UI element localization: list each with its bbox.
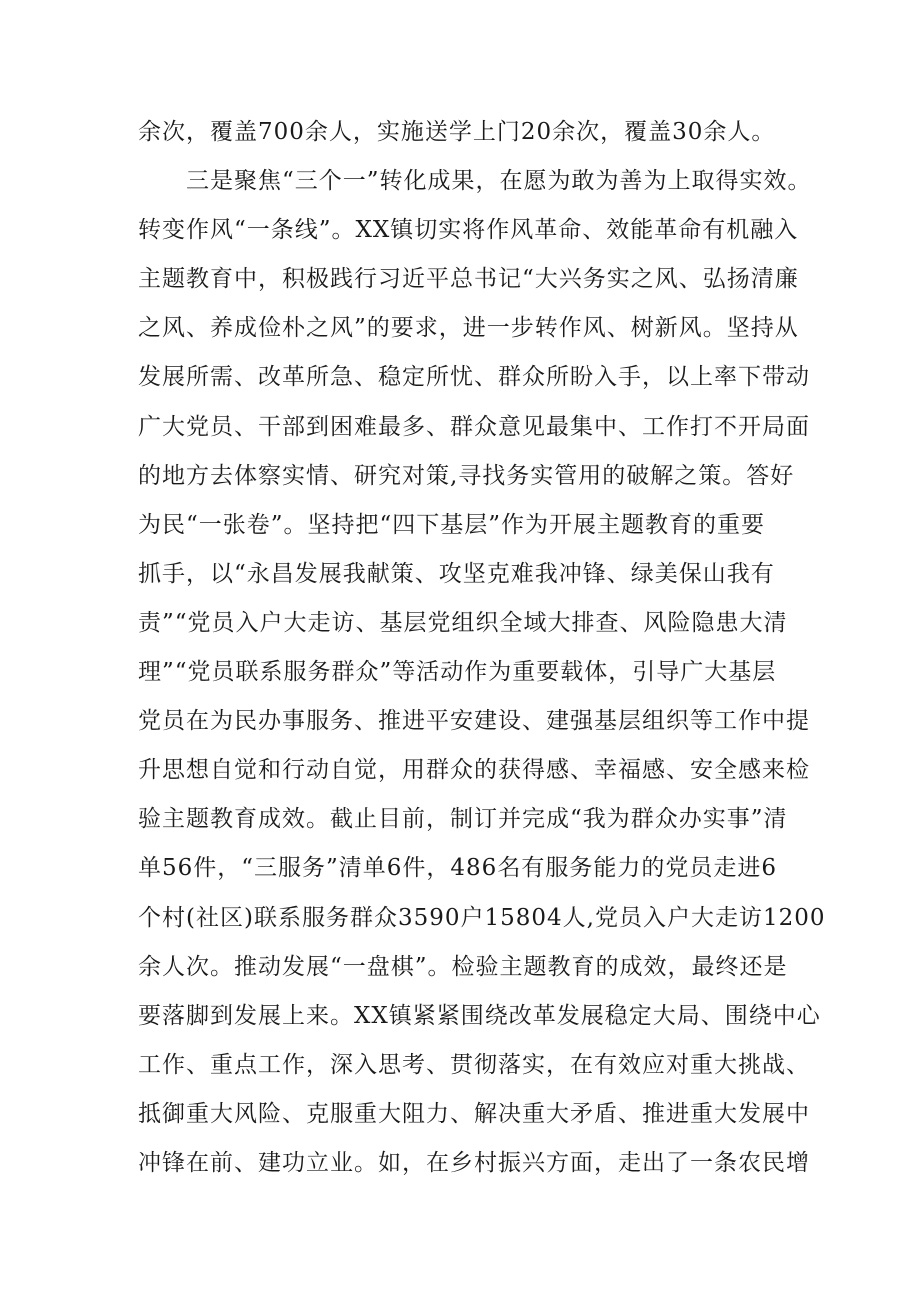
text-line: 党员在为民办事服务、推进平安建设、建强基层组织等工作中提 bbox=[138, 708, 810, 735]
text-line: 发展所需、改革所急、稳定所忧、群众所盼入手，以上率下带动 bbox=[138, 364, 810, 391]
text-line: 责”“党员入户大走访、基层党组织全域大排查、风险隐患大清 bbox=[138, 609, 788, 636]
text-line: 个村(社区)联系服务群众3590户15804人,党员入户大走访1200 bbox=[138, 904, 826, 931]
text-line: 理”“党员联系服务群众”等活动作为重要载体，引导广大基层 bbox=[138, 659, 777, 686]
text-line: 主题教育中，积极践行习近平总书记“大兴务实之风、弘扬清廉 bbox=[138, 266, 799, 293]
text-line: 工作、重点工作，深入思考、贯彻落实，在有效应对重大挑战、 bbox=[138, 1051, 810, 1078]
text-line: 余人次。推动发展“一盘棋”。检验主题教育的成效，最终还是 bbox=[138, 953, 788, 980]
text-line: 单56件，“三服务”清单6件，486名有服务能力的党员走进6 bbox=[138, 855, 777, 882]
text-line: 为民“一张卷”。坚持把“四下基层”作为开展主题教育的重要 bbox=[138, 511, 766, 538]
text-line: 抓手，以“永昌发展我献策、攻坚克难我冲锋、绿美保山我有 bbox=[138, 560, 775, 587]
text-line: 验主题教育成效。截止目前，制订并完成“我为群众办实事”清 bbox=[138, 806, 788, 833]
text-line: 转变作风“一条线”。XX镇切实将作风革命、效能革命有机融入 bbox=[138, 217, 799, 244]
text-line: 要落脚到发展上来。XX镇紧紧围绕改革发展稳定大局、围绕中心 bbox=[138, 1002, 821, 1029]
text-line: 升思想自觉和行动自觉，用群众的获得感、幸福感、安全感来检 bbox=[138, 757, 810, 784]
text-line: 之风、养成俭朴之风”的要求，进一步转作风、树新风。坚持从 bbox=[138, 315, 799, 342]
text-line: 广大党员、干部到困难最多、群众意见最集中、工作打不开局面 bbox=[138, 413, 810, 440]
paragraph-start-line: 三是聚焦“三个一”转化成果，在愿为敢为善为上取得实效。 bbox=[186, 168, 812, 195]
text-line: 余次，覆盖700余人，实施送学上门20余次，覆盖30余人。 bbox=[138, 119, 776, 145]
text-line: 冲锋在前、建功立业。如，在乡村振兴方面，走出了一条农民增 bbox=[138, 1149, 810, 1176]
text-line: 的地方去体察实情、研究对策,寻找务实管用的破解之策。答好 bbox=[138, 462, 795, 489]
body-text bbox=[138, 108, 826, 1188]
text-line: 抵御重大风险、克服重大阻力、解决重大矛盾、推进重大发展中 bbox=[138, 1100, 810, 1127]
